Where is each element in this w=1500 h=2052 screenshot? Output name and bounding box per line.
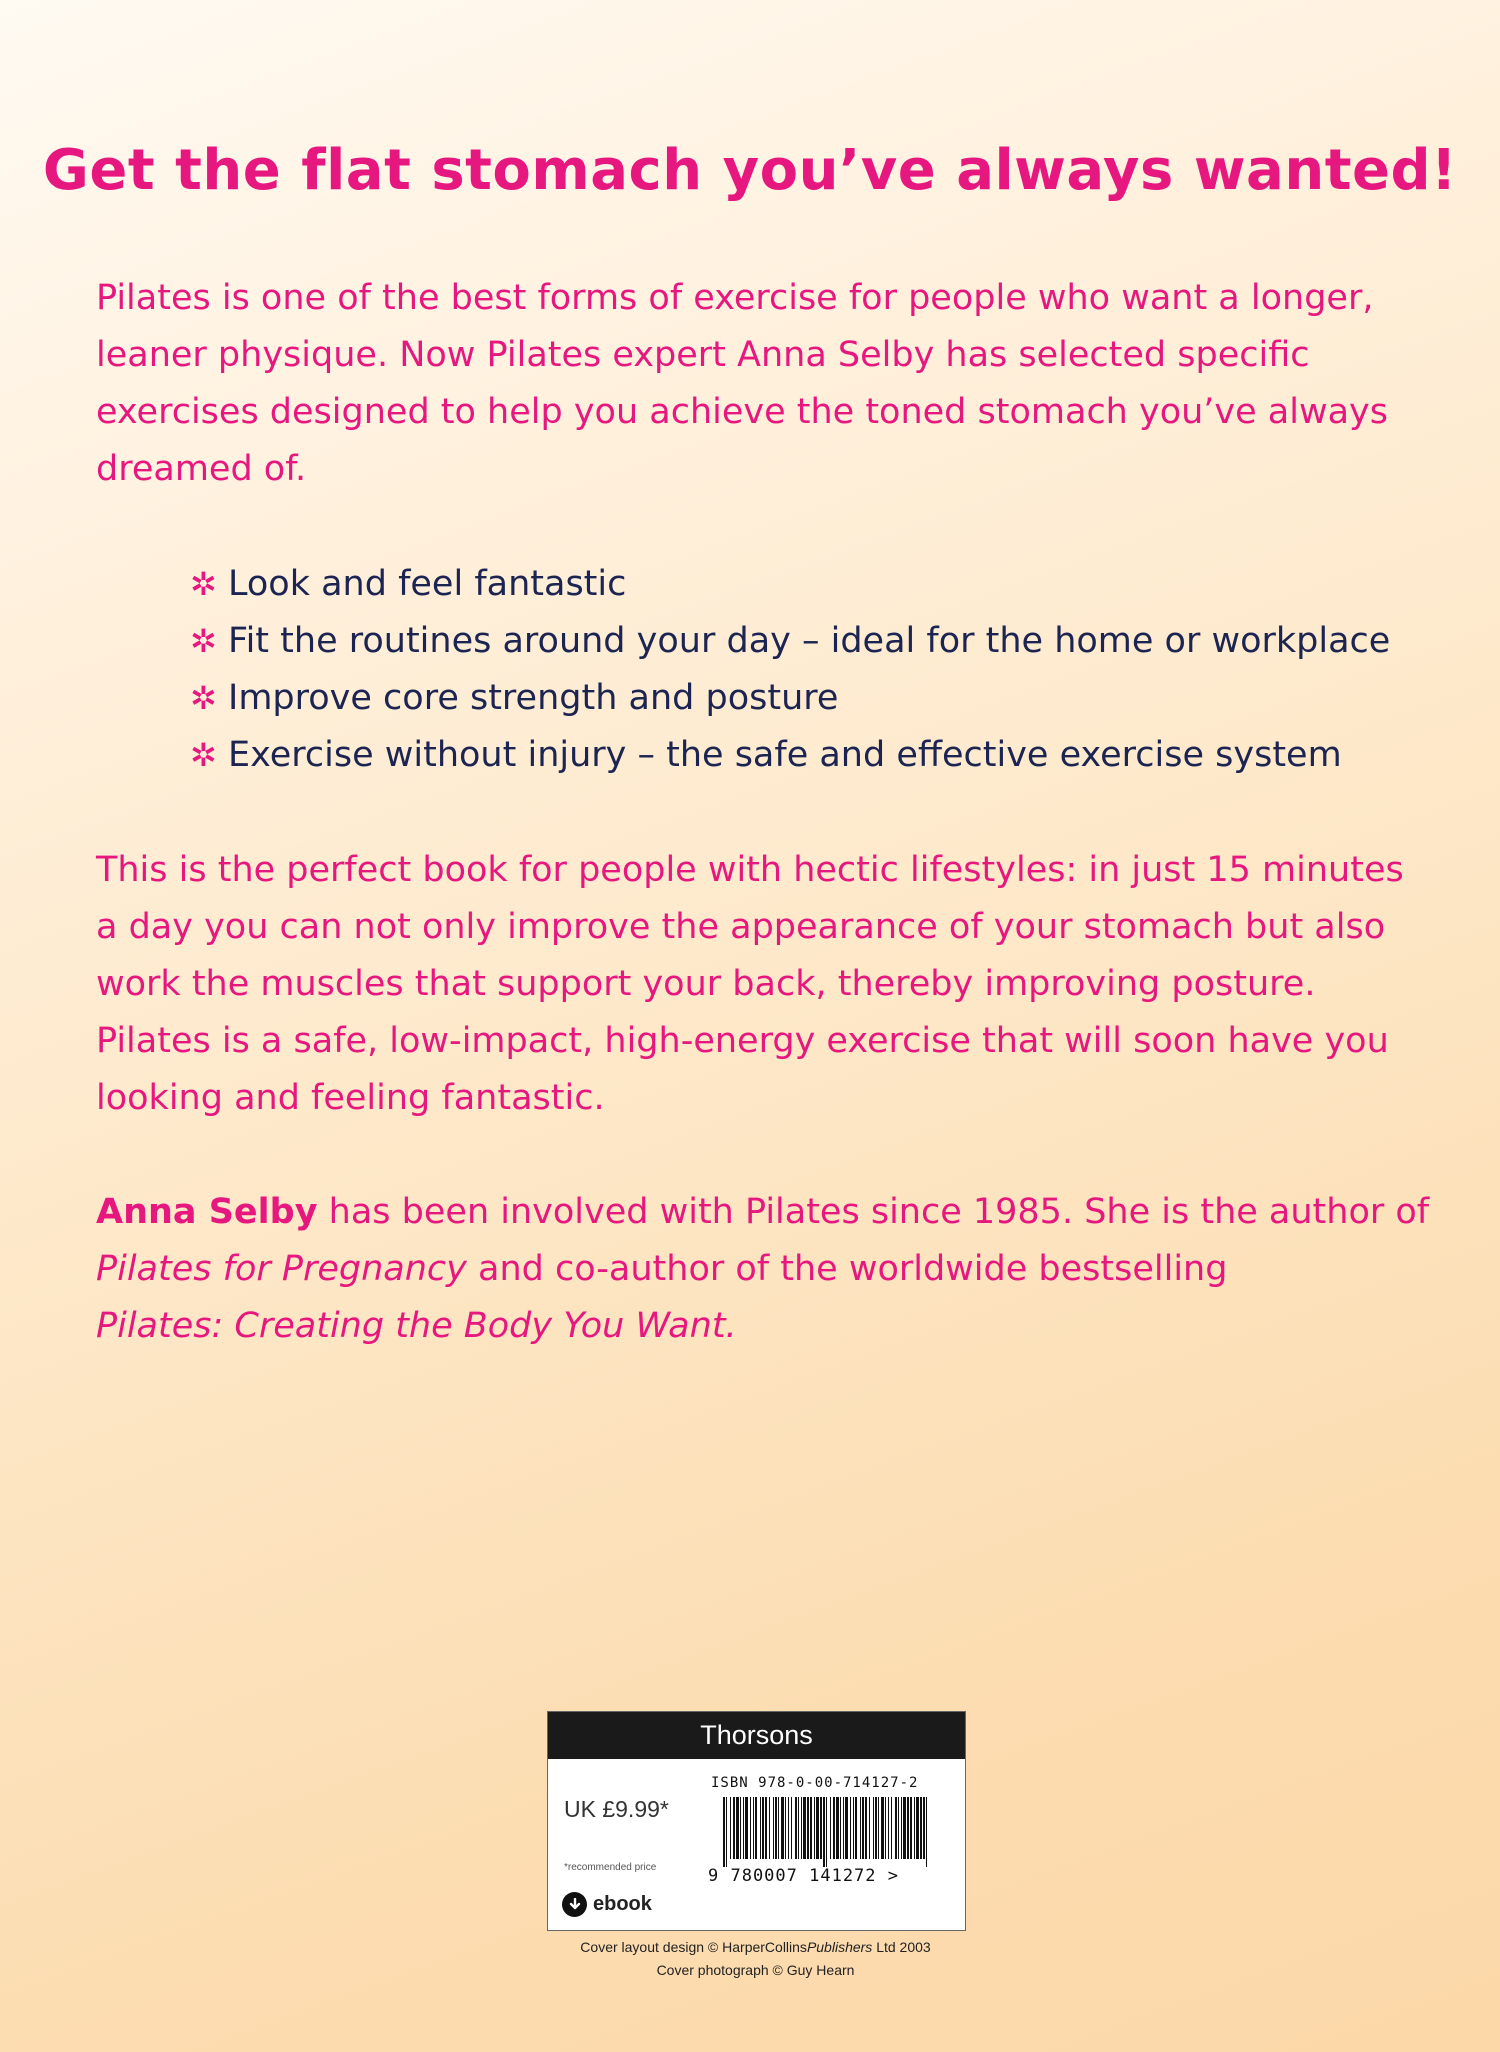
barcode-bar [736, 1797, 739, 1859]
bullet-text: Improve core strength and posture [228, 678, 839, 718]
barcode-bar [730, 1797, 731, 1859]
barcode-bar [836, 1797, 839, 1859]
asterisk-flower-icon: ✲ [190, 679, 217, 717]
barcode-bar [769, 1797, 770, 1859]
isbn: ISBN 978-0-00-714127-2 [711, 1775, 919, 1791]
barcode-bar [765, 1797, 767, 1859]
barcode-bar [907, 1797, 909, 1859]
benefits-list [190, 556, 1470, 784]
download-arrow-icon [562, 1892, 587, 1917]
barcode-bar [785, 1797, 786, 1859]
bullet-text: Fit the routines around your day – ideal for the home or workplace [228, 621, 1391, 661]
barcode-bar [888, 1797, 889, 1859]
asterisk-flower-icon: ✲ [190, 736, 217, 774]
barcode-bar [775, 1797, 777, 1859]
asterisk-flower-icon: ✲ [190, 565, 217, 603]
barcode-bar [914, 1797, 915, 1859]
barcode-bar [807, 1797, 809, 1859]
barcode-bar [781, 1797, 784, 1859]
barcode-bar [773, 1797, 774, 1859]
credits [547, 1936, 964, 1982]
ebook-label: ebook [593, 1893, 652, 1915]
barcode-bar [798, 1797, 799, 1859]
list-item [190, 670, 1470, 727]
barcode-bar [814, 1797, 815, 1859]
barcode-bar [923, 1797, 925, 1859]
barcode-bar [910, 1797, 912, 1859]
list-item [190, 613, 1470, 670]
barcode-bar [795, 1797, 797, 1859]
author-bio [96, 1184, 1436, 1355]
book-title: Pilates for Pregnancy [96, 1249, 467, 1289]
barcode-bar [926, 1797, 927, 1867]
bullet-text: Exercise without injury – the safe and effective exercise system [228, 735, 1342, 775]
barcode-bar [885, 1797, 886, 1859]
barcode-bar [830, 1797, 831, 1859]
barcode-bar [820, 1797, 822, 1859]
barcode-bar [845, 1797, 848, 1859]
barcode-bar [750, 1797, 751, 1859]
barcode-bar [855, 1797, 857, 1859]
layout-credit: Cover layout design © HarperCollinsPublishers Ltd 2003 [580, 1939, 931, 1955]
barcode-bar [733, 1797, 735, 1859]
barcode-bar [881, 1797, 884, 1859]
barcode-bar [755, 1797, 757, 1859]
author-bio-text: has been involved with Pilates since 1985. She is the author of [317, 1192, 1430, 1232]
barcode-bar [826, 1797, 827, 1867]
barcode-bar [901, 1797, 902, 1859]
barcode-bar [843, 1797, 844, 1859]
author-bio-text: and co-author of the worldwide bestselling [466, 1249, 1228, 1289]
barcode-bar [743, 1797, 744, 1859]
barcode-bar [862, 1797, 864, 1859]
barcode-bar [788, 1797, 789, 1859]
barcode-bar [791, 1797, 792, 1859]
price-note: *recommended price [564, 1862, 657, 1873]
barcode-bar [898, 1797, 899, 1859]
photo-credit: Cover photograph © Guy Hearn [656, 1962, 855, 1978]
barcode-bar [778, 1797, 779, 1859]
barcode-bar [740, 1797, 741, 1859]
barcode-bar [803, 1797, 806, 1859]
barcode-bar [840, 1797, 841, 1859]
barcode-bar [823, 1797, 825, 1867]
barcode-bar [745, 1797, 748, 1859]
list-item [190, 727, 1470, 784]
barcode-bar [810, 1797, 812, 1859]
book-title: Pilates: Creating the Body You Want. [96, 1306, 737, 1346]
barcode-bar [801, 1797, 802, 1859]
list-item [190, 556, 1470, 613]
barcode-bar [816, 1797, 819, 1859]
barcode-bar [869, 1797, 870, 1859]
barcode-bar [875, 1797, 877, 1859]
barcode-bar [920, 1797, 922, 1859]
barcode-bar [865, 1797, 867, 1859]
barcode-bar [860, 1797, 861, 1859]
headline: Get the flat stomach you’ve always wanted! [42, 138, 1458, 203]
price-box [547, 1711, 966, 1931]
barcode-bar [833, 1797, 835, 1859]
intro-paragraph: Pilates is one of the best forms of exercise for people who want a longer, leaner physique. Now Pilates expert Anna Selby has selected specific exercises designed to help you achieve the toned stomach you’ve always dreamed of. [96, 278, 1388, 489]
barcode-bar [895, 1797, 897, 1859]
barcode-bar [853, 1797, 854, 1859]
body-paragraph: This is the perfect book for people with hectic lifestyles: in just 15 minutes a day you can not only improve the appearance of your stomach but also work the muscles that support your back, thereby improving posture. Pilates is a safe, low-impact, high-energy exercise that will soon have you looking and feeling fantastic. [96, 850, 1404, 1118]
barcode-bar [760, 1797, 761, 1859]
publisher-logo: Thorsons [548, 1712, 965, 1759]
barcode-bar [723, 1797, 725, 1867]
barcode-digits: 9 780007 141272 > [708, 1866, 899, 1886]
barcode-bar [873, 1797, 874, 1859]
author-name: Anna Selby [96, 1192, 318, 1232]
barcode-bar [726, 1797, 727, 1867]
ebook-badge [562, 1892, 652, 1917]
asterisk-flower-icon: ✲ [190, 622, 217, 660]
barcode-bar [903, 1797, 906, 1859]
barcode-bar [753, 1797, 754, 1859]
barcode-bar [850, 1797, 851, 1859]
barcode-bar [762, 1797, 764, 1859]
barcode-bar [891, 1797, 892, 1859]
barcode-bar [916, 1797, 919, 1859]
barcode [723, 1797, 933, 1867]
bullet-text: Look and feel fantastic [228, 564, 627, 604]
price: UK £9.99* [564, 1796, 669, 1822]
barcode-bar [878, 1797, 879, 1859]
